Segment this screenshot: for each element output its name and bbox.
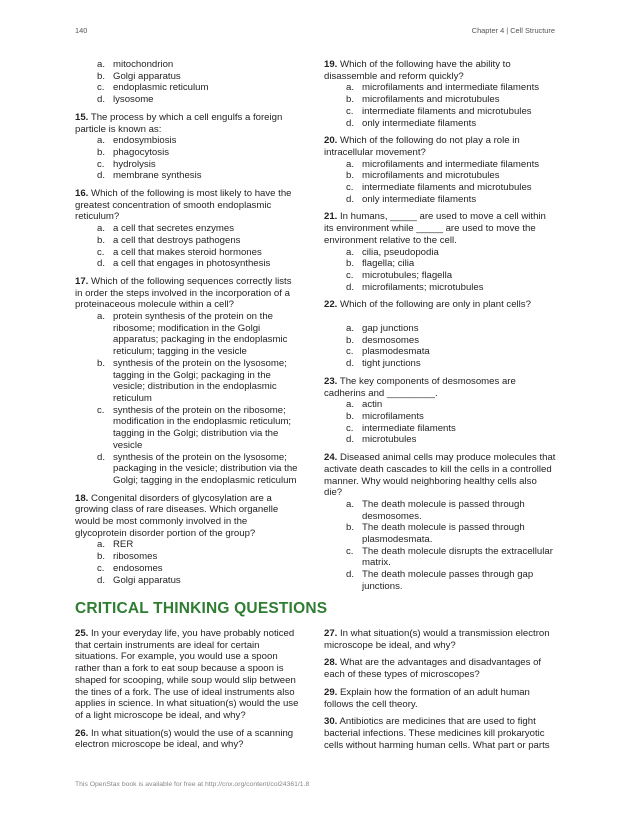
critical-thinking-left bbox=[75, 628, 300, 757]
question-text: Congenital disorders of glycosylation are a growing class of rare diseases. Which organelle would be most commonly involved in the glycoprotein disorder portion of the group? bbox=[75, 492, 279, 539]
question-number: 22. bbox=[324, 299, 338, 311]
option-item: b. synthesis of the protein on the lysosome; tagging in the Golgi; packaging in the vesicle; distribution in the endoplasmic reticulum bbox=[97, 357, 287, 404]
option-item: a. endosymbiosis bbox=[97, 135, 177, 147]
answer-options bbox=[324, 159, 556, 206]
question-number: 28. bbox=[324, 657, 338, 669]
question-number: 24. bbox=[324, 452, 338, 464]
option-item: c. hydrolysis bbox=[97, 158, 156, 170]
option-item: c. The death molecule disrupts the extracellular matrix. bbox=[346, 545, 553, 569]
question-22 bbox=[324, 299, 556, 370]
question-21 bbox=[324, 211, 556, 293]
question-18 bbox=[75, 493, 300, 587]
option-item: d. microtubules bbox=[346, 434, 417, 446]
question-25 bbox=[75, 628, 300, 722]
option-item: c. microtubules; flagella bbox=[346, 269, 453, 281]
option-item: c. intermediate filaments and microtubules bbox=[346, 105, 532, 117]
option-item: a. microfilaments and intermediate filaments bbox=[346, 158, 540, 170]
question-number: 16. bbox=[75, 188, 89, 200]
option-item: d. The death molecule passes through gap junctions. bbox=[346, 569, 534, 592]
question-text: The key components of desmosomes are cadherins and _________. bbox=[324, 375, 516, 399]
question-number: 20. bbox=[324, 135, 338, 147]
option-item: b. Golgi apparatus bbox=[97, 70, 181, 82]
question-number: 19. bbox=[324, 59, 338, 70]
option-item: b. flagella; cilia bbox=[346, 258, 415, 270]
option-item: c. synthesis of the protein on the ribosome; modification in the endoplasmic reticulum; tagging in the Golgi; distribution via the vesicle bbox=[97, 404, 292, 451]
question-text: Which of the following are only in plant cells? bbox=[340, 299, 531, 311]
option-item: b. microfilaments and microtubules bbox=[346, 170, 500, 182]
carryover-options bbox=[75, 59, 300, 106]
option-item: a. cilia, pseudopodia bbox=[346, 246, 439, 258]
answer-options bbox=[324, 247, 556, 294]
question-text: The process by which a cell engulfs a foreign particle is known as: bbox=[75, 111, 283, 135]
question-30 bbox=[324, 716, 556, 751]
question-number: 17. bbox=[75, 275, 89, 287]
question-29 bbox=[324, 687, 556, 710]
critical-thinking-right bbox=[324, 628, 556, 757]
question-text: In what situation(s) would the use of a scanning electron microscope be ideal, and why? bbox=[75, 727, 294, 751]
chapter-title: Chapter 4 | Cell Structure bbox=[471, 26, 555, 35]
page-footer: This OpenStax book is available for free at http://cnx.org/content/col24361/1.8 bbox=[75, 781, 310, 788]
question-15 bbox=[75, 112, 300, 182]
answer-options bbox=[75, 223, 300, 270]
question-text: Diseased animal cells may produce molecules that activate death cascades to kill the cells in a controlled manner. Why would neighboring healthy cells also die? bbox=[324, 452, 556, 499]
option-item: d. only intermediate filaments bbox=[346, 193, 477, 205]
page-number: 140 bbox=[75, 26, 88, 35]
option-item: a. mitochondrion bbox=[97, 59, 174, 70]
answer-options bbox=[324, 499, 556, 593]
option-item: a. RER bbox=[97, 539, 134, 551]
question-text: Antibiotics are medicines that are used to fight bacterial infections. These medicines kill prokaryotic cells without harming human cells. What part or parts bbox=[324, 716, 550, 751]
option-item: d. a cell that engages in photosynthesis bbox=[97, 258, 271, 270]
option-item: a. a cell that secretes enzymes bbox=[97, 223, 235, 235]
answer-options bbox=[75, 311, 300, 487]
question-text: In humans, _____ are used to move a cell within its environment while _____ are used to move the environment relative to the cell. bbox=[324, 211, 546, 246]
option-item: d. lysosome bbox=[97, 94, 154, 106]
option-item: b. microfilaments and microtubules bbox=[346, 94, 500, 106]
question-26 bbox=[75, 728, 300, 751]
question-text: Which of the following sequences correctly lists in order the steps involved in the incorporation of a proteinaceous molecule within a cell? bbox=[75, 275, 292, 311]
option-item: a. protein synthesis of the protein on the ribosome; modification in the Golgi apparatus; packaging in the endoplasmic reticulum; tagging in the vesicle bbox=[97, 311, 288, 358]
option-item: c. endosomes bbox=[97, 562, 163, 574]
question-20 bbox=[324, 135, 556, 205]
question-number: 30. bbox=[324, 716, 338, 728]
question-number: 18. bbox=[75, 492, 89, 504]
option-item: d. only intermediate filaments bbox=[346, 117, 477, 129]
question-text: Which of the following is most likely to have the greatest concentration of smooth endoplasmic reticulum? bbox=[75, 188, 292, 223]
question-17 bbox=[75, 276, 300, 487]
option-item: d. tight junctions bbox=[346, 358, 421, 370]
answer-options bbox=[75, 135, 300, 182]
option-item: c. intermediate filaments and microtubules bbox=[346, 182, 532, 194]
option-item: a. actin bbox=[346, 399, 383, 411]
option-item: b. ribosomes bbox=[97, 551, 158, 563]
option-item: c. plasmodesmata bbox=[346, 346, 430, 358]
question-23 bbox=[324, 376, 556, 446]
question-number: 21. bbox=[324, 211, 338, 223]
right-column bbox=[324, 59, 556, 599]
question-24 bbox=[324, 452, 556, 592]
question-number: 15. bbox=[75, 111, 89, 123]
question-text: Which of the following have the ability to disassemble and reform quickly? bbox=[324, 59, 511, 82]
option-item: b. microfilaments bbox=[346, 410, 424, 422]
question-19 bbox=[324, 59, 556, 129]
option-item: b. desmosomes bbox=[346, 334, 420, 346]
question-text: In your everyday life, you have probably noticed that certain instruments are ideal for certain situations. For example, you would use a spoon rather than a fork to eat soup because a spoon is shaped for scooping, while soup would slip between the tines of a fork. The use of ideal instruments also applies in science. In what situation(s) would the use of a light microscope be ideal, and why? bbox=[75, 628, 299, 721]
option-item: b. a cell that destroys pathogens bbox=[97, 234, 241, 246]
answer-options bbox=[324, 399, 556, 446]
question-number: 29. bbox=[324, 686, 338, 698]
option-item: d. microfilaments; microtubules bbox=[346, 281, 484, 293]
question-number: 25. bbox=[75, 628, 89, 639]
option-item: c. a cell that makes steroid hormones bbox=[97, 246, 262, 258]
option-item: a. microfilaments and intermediate filaments bbox=[346, 82, 540, 94]
option-item: d. Golgi apparatus bbox=[97, 574, 181, 586]
option-item: d. membrane synthesis bbox=[97, 170, 202, 182]
left-column bbox=[75, 59, 300, 592]
option-item: b. The death molecule is passed through plasmodesmata. bbox=[346, 522, 525, 546]
option-item: a. The death molecule is passed through desmosomes. bbox=[346, 498, 525, 522]
question-number: 26. bbox=[75, 727, 89, 739]
option-item: c. intermediate filaments bbox=[346, 422, 456, 434]
option-item: c. endoplasmic reticulum bbox=[97, 82, 209, 94]
option-item: d. synthesis of the protein on the lysosome; packaging in the vesicle; distribution via the Golgi; tagging in the endoplasmic reticulum bbox=[97, 451, 298, 486]
section-title-critical-thinking: CRITICAL THINKING QUESTIONS bbox=[75, 600, 328, 617]
question-number: 23. bbox=[324, 375, 338, 387]
answer-options bbox=[75, 539, 300, 586]
answer-options bbox=[324, 82, 556, 129]
answer-options bbox=[324, 323, 556, 370]
option-item: a. gap junctions bbox=[346, 323, 419, 335]
question-16 bbox=[75, 188, 300, 270]
question-text: Which of the following do not play a role in intracellular movement? bbox=[324, 135, 520, 158]
question-28 bbox=[324, 657, 556, 680]
question-number: 27. bbox=[324, 628, 338, 639]
question-text: What are the advantages and disadvantages of each of these types of microscopes? bbox=[324, 657, 542, 681]
question-text: In what situation(s) would a transmission electron microscope be ideal, and why? bbox=[324, 628, 550, 651]
question-text: Explain how the formation of an adult human follows the cell theory. bbox=[324, 686, 530, 710]
option-item: b. phagocytosis bbox=[97, 146, 169, 158]
question-27 bbox=[324, 628, 556, 651]
